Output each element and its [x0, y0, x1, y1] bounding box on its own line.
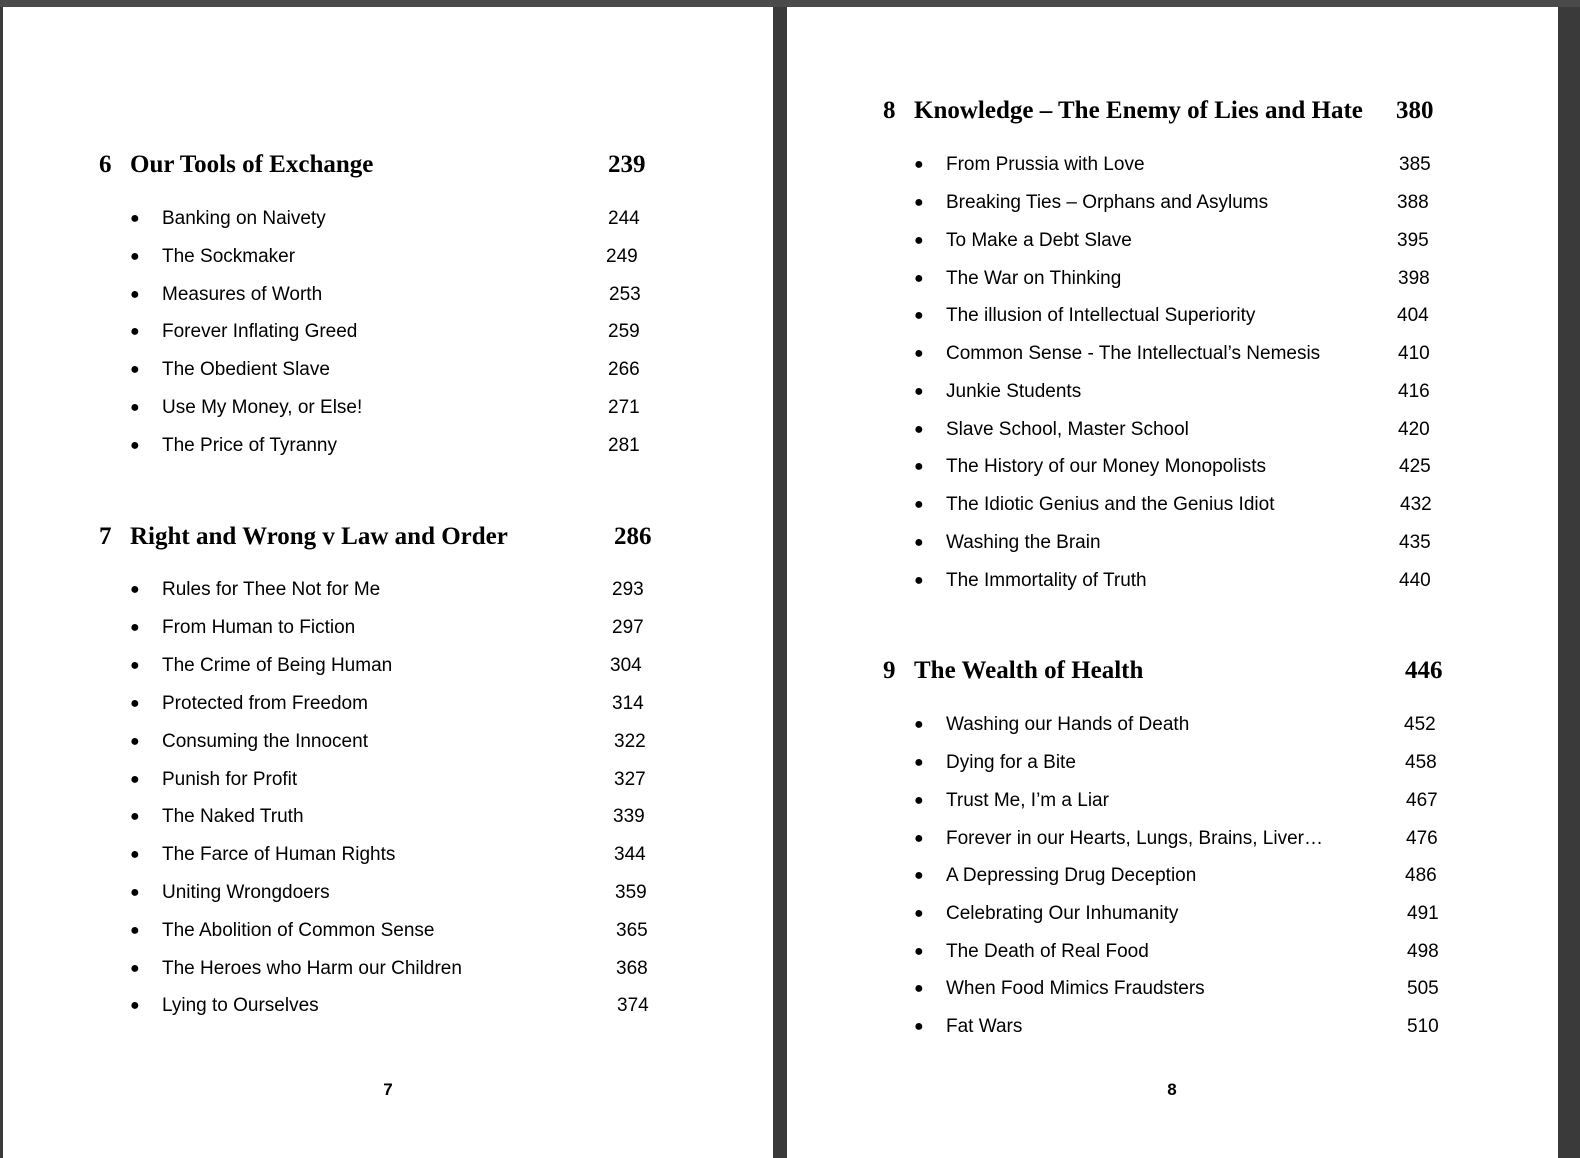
- toc-entry: [3, 760, 773, 800]
- entry-page-number: 266: [608, 359, 640, 380]
- toc-entry: [787, 372, 1558, 412]
- chapter-title: Our Tools of Exchange: [130, 151, 374, 178]
- entry-page-number: 458: [1405, 752, 1437, 773]
- entry-page-number: 365: [616, 920, 648, 941]
- entry-title: Forever in our Hearts, Lungs, Brains, Liver…: [946, 828, 1323, 849]
- page-number-footer: 7: [383, 1080, 393, 1099]
- toc-entry: [3, 237, 773, 277]
- toc-entry: [787, 259, 1558, 299]
- chapter-heading: [3, 517, 773, 557]
- entry-title: From Human to Fiction: [162, 617, 356, 638]
- entry-title: The Crime of Being Human: [162, 655, 393, 676]
- toc-entry: [787, 334, 1558, 374]
- bullet-icon: ●: [914, 383, 924, 400]
- entry-page-number: 368: [616, 958, 648, 979]
- toc-entry: [787, 1007, 1558, 1047]
- entry-page-number: 259: [608, 321, 640, 342]
- entry-title: The Sockmaker: [162, 246, 296, 267]
- chapter-page-number: 380: [1396, 97, 1434, 124]
- bullet-icon: ●: [914, 792, 924, 809]
- toc-entry: [3, 426, 773, 466]
- bullet-icon: ●: [130, 361, 140, 378]
- entry-page-number: 486: [1405, 865, 1437, 886]
- entry-page-number: 467: [1406, 790, 1438, 811]
- bullet-icon: ●: [130, 997, 140, 1014]
- toc-entry: [3, 570, 773, 610]
- entry-page-number: 304: [610, 655, 642, 676]
- entry-page-number: 404: [1397, 305, 1429, 326]
- entry-page-number: 388: [1397, 192, 1429, 213]
- toc-entry: [3, 350, 773, 390]
- entry-title: When Food Mimics Fraudsters: [946, 978, 1205, 999]
- bullet-icon: ●: [130, 399, 140, 416]
- toc-entry: [3, 312, 773, 352]
- entry-page-number: 498: [1407, 941, 1439, 962]
- entry-title: Trust Me, I’m a Liar: [946, 790, 1109, 811]
- toc-entry: [3, 797, 773, 837]
- entry-title: Slave School, Master School: [946, 419, 1189, 440]
- entry-title: Washing the Brain: [946, 532, 1101, 553]
- entry-title: Rules for Thee Not for Me: [162, 579, 381, 600]
- toc-entry: [787, 221, 1558, 261]
- entry-title: Celebrating Our Inhumanity: [946, 903, 1179, 924]
- bullet-icon: ●: [130, 695, 140, 712]
- toc-entry: [3, 949, 773, 989]
- bullet-icon: ●: [914, 534, 924, 551]
- bullet-icon: ●: [130, 657, 140, 674]
- entry-page-number: 253: [609, 284, 641, 305]
- document-page-7: [3, 7, 773, 1158]
- entry-page-number: 435: [1399, 532, 1431, 553]
- entry-page-number: 395: [1397, 230, 1429, 251]
- bullet-icon: ●: [914, 307, 924, 324]
- toc-entry: [3, 911, 773, 951]
- chapter-page-number: 446: [1405, 657, 1443, 684]
- entry-page-number: 440: [1399, 570, 1431, 591]
- chapter-page-number: 286: [614, 523, 652, 550]
- bullet-icon: ●: [914, 194, 924, 211]
- entry-page-number: 410: [1398, 343, 1430, 364]
- entry-title: From Prussia with Love: [946, 154, 1145, 175]
- toc-entry: [787, 705, 1558, 745]
- entry-page-number: 249: [606, 246, 638, 267]
- entry-page-number: 359: [615, 882, 647, 903]
- bullet-icon: ●: [914, 270, 924, 287]
- entry-title: Use My Money, or Else!: [162, 397, 363, 418]
- toc-entry: [787, 523, 1558, 563]
- bullet-icon: ●: [914, 830, 924, 847]
- entry-title: Dying for a Bite: [946, 752, 1076, 773]
- chapter-title: The Wealth of Health: [914, 657, 1144, 684]
- toc-entry: [3, 986, 773, 1026]
- entry-page-number: 452: [1404, 714, 1436, 735]
- entry-page-number: 510: [1407, 1016, 1439, 1037]
- bullet-icon: ●: [914, 754, 924, 771]
- bullet-icon: ●: [914, 496, 924, 513]
- bullet-icon: ●: [914, 905, 924, 922]
- toc-entry: [3, 873, 773, 913]
- bullet-icon: ●: [130, 808, 140, 825]
- entry-title: Fat Wars: [946, 1016, 1023, 1037]
- toc-entry: [787, 183, 1558, 223]
- entry-title: The Abolition of Common Sense: [162, 920, 435, 941]
- bullet-icon: ●: [130, 619, 140, 636]
- entry-page-number: 344: [614, 844, 646, 865]
- entry-title: The War on Thinking: [946, 268, 1122, 289]
- bullet-icon: ●: [130, 437, 140, 454]
- toc-entry: [787, 145, 1558, 185]
- entry-title: The Idiotic Genius and the Genius Idiot: [946, 494, 1275, 515]
- bullet-icon: ●: [914, 232, 924, 249]
- entry-title: Punish for Profit: [162, 769, 298, 790]
- entry-title: Washing our Hands of Death: [946, 714, 1190, 735]
- bullet-icon: ●: [914, 156, 924, 173]
- entry-title: Banking on Naivety: [162, 208, 326, 229]
- entry-title: Lying to Ourselves: [162, 995, 319, 1016]
- bullet-icon: ●: [914, 943, 924, 960]
- bullet-icon: ●: [914, 980, 924, 997]
- entry-page-number: 505: [1407, 978, 1439, 999]
- toc-entry: [787, 781, 1558, 821]
- entry-page-number: 385: [1399, 154, 1431, 175]
- entry-page-number: 271: [608, 397, 640, 418]
- chapter-title: Right and Wrong v Law and Order: [130, 523, 508, 550]
- entry-title: Measures of Worth: [162, 284, 323, 305]
- toc-entry: [787, 856, 1558, 896]
- entry-title: A Depressing Drug Deception: [946, 865, 1197, 886]
- entry-title: To Make a Debt Slave: [946, 230, 1132, 251]
- bullet-icon: ●: [914, 716, 924, 733]
- chapter-heading: [787, 651, 1558, 691]
- entry-title: Protected from Freedom: [162, 693, 368, 714]
- toc-entry: [787, 819, 1558, 859]
- entry-title: The Obedient Slave: [162, 359, 330, 380]
- bullet-icon: ●: [130, 771, 140, 788]
- entry-page-number: 327: [614, 769, 646, 790]
- entry-page-number: 374: [617, 995, 649, 1016]
- bullet-icon: ●: [914, 458, 924, 475]
- bullet-icon: ●: [130, 846, 140, 863]
- chapter-number: 8: [883, 97, 896, 124]
- toc-entry: [787, 894, 1558, 934]
- bullet-icon: ●: [130, 581, 140, 598]
- entry-page-number: 339: [613, 806, 645, 827]
- chapter-page-number: 239: [608, 151, 646, 178]
- entry-title: Forever Inflating Greed: [162, 321, 358, 342]
- toc-entry: [787, 932, 1558, 972]
- bullet-icon: ●: [130, 248, 140, 265]
- entry-page-number: 491: [1407, 903, 1439, 924]
- chapter-number: 7: [99, 523, 112, 550]
- viewer-top-strip: [0, 0, 1580, 7]
- entry-page-number: 398: [1398, 268, 1430, 289]
- toc-entry: [3, 722, 773, 762]
- toc-entry: [3, 199, 773, 239]
- bullet-icon: ●: [914, 867, 924, 884]
- toc-entry: [787, 561, 1558, 601]
- bullet-icon: ●: [914, 572, 924, 589]
- toc-entry: [787, 485, 1558, 525]
- toc-entry: [3, 646, 773, 686]
- chapter-heading: [3, 145, 773, 185]
- entry-title: Breaking Ties – Orphans and Asylums: [946, 192, 1269, 213]
- toc-entry: [3, 608, 773, 648]
- entry-page-number: 297: [612, 617, 644, 638]
- entry-page-number: 314: [612, 693, 644, 714]
- entry-page-number: 293: [612, 579, 644, 600]
- toc-entry: [787, 743, 1558, 783]
- entry-title: The Naked Truth: [162, 806, 304, 827]
- toc-entry: [3, 275, 773, 315]
- bullet-icon: ●: [130, 733, 140, 750]
- entry-page-number: 244: [608, 208, 640, 229]
- chapter-number: 6: [99, 151, 112, 178]
- entry-page-number: 425: [1399, 456, 1431, 477]
- toc-entry: [787, 969, 1558, 1009]
- entry-title: Uniting Wrongdoers: [162, 882, 330, 903]
- entry-title: The Death of Real Food: [946, 941, 1149, 962]
- entry-title: Common Sense - The Intellectual’s Nemesis: [946, 343, 1321, 364]
- toc-entry: [3, 835, 773, 875]
- entry-page-number: 281: [608, 435, 640, 456]
- toc-entry: [787, 296, 1558, 336]
- entry-page-number: 476: [1406, 828, 1438, 849]
- entry-page-number: 432: [1400, 494, 1432, 515]
- page-number-footer: 8: [1167, 1080, 1177, 1099]
- bullet-icon: ●: [130, 323, 140, 340]
- chapter-title: Knowledge – The Enemy of Lies and Hate: [914, 97, 1363, 124]
- entry-page-number: 416: [1398, 381, 1430, 402]
- bullet-icon: ●: [130, 286, 140, 303]
- bullet-icon: ●: [914, 421, 924, 438]
- entry-page-number: 322: [614, 731, 646, 752]
- chapter-heading: [787, 91, 1558, 131]
- entry-title: Consuming the Innocent: [162, 731, 368, 752]
- chapter-number: 9: [883, 657, 896, 684]
- entry-title: The Price of Tyranny: [162, 435, 337, 456]
- entry-title: The illusion of Intellectual Superiority: [946, 305, 1256, 326]
- entry-title: The Farce of Human Rights: [162, 844, 396, 865]
- entry-title: The History of our Money Monopolists: [946, 456, 1266, 477]
- toc-entry: [3, 388, 773, 428]
- toc-entry: [787, 447, 1558, 487]
- entry-title: The Heroes who Harm our Children: [162, 958, 462, 979]
- document-page-8: [787, 7, 1558, 1158]
- bullet-icon: ●: [130, 922, 140, 939]
- bullet-icon: ●: [130, 884, 140, 901]
- toc-entry: [787, 410, 1558, 450]
- bullet-icon: ●: [914, 345, 924, 362]
- entry-title: Junkie Students: [946, 381, 1082, 402]
- toc-entry: [3, 684, 773, 724]
- bullet-icon: ●: [130, 960, 140, 977]
- entry-page-number: 420: [1398, 419, 1430, 440]
- entry-title: The Immortality of Truth: [946, 570, 1147, 591]
- bullet-icon: ●: [130, 210, 140, 227]
- bullet-icon: ●: [914, 1018, 924, 1035]
